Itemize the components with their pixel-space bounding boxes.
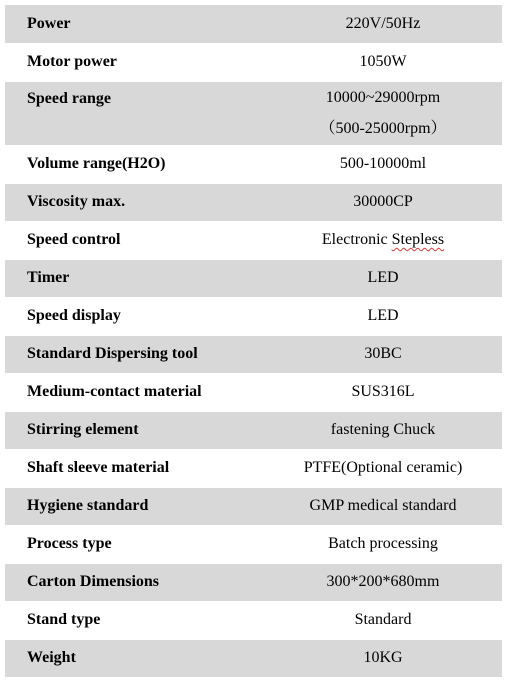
spec-value-line: 10000~29000rpm bbox=[325, 89, 441, 106]
spec-value: 30BC bbox=[270, 335, 502, 373]
spec-label: Timer bbox=[5, 259, 270, 297]
spec-row-weight bbox=[5, 639, 502, 677]
spec-value: 1050W bbox=[270, 43, 502, 81]
spec-value: fastening Chuck bbox=[270, 411, 502, 449]
spec-row-stand-type bbox=[5, 601, 502, 639]
spec-label: Hygiene standard bbox=[5, 487, 270, 525]
spec-row-carton-dimensions bbox=[5, 563, 502, 601]
spellcheck-flagged-word: Stepless bbox=[391, 231, 445, 248]
spec-value: 10KG bbox=[270, 639, 502, 677]
spec-label: Standard Dispersing tool bbox=[5, 335, 270, 373]
spec-value: LED bbox=[270, 297, 502, 335]
spec-label: Speed range bbox=[5, 81, 270, 145]
spec-value bbox=[270, 81, 502, 145]
spec-value: 300*200*680mm bbox=[270, 563, 502, 601]
spec-label: Stirring element bbox=[5, 411, 270, 449]
spec-label: Stand type bbox=[5, 601, 270, 639]
spec-value: 220V/50Hz bbox=[270, 5, 502, 43]
spec-label: Weight bbox=[5, 639, 270, 677]
spec-row-dispersing-tool bbox=[5, 335, 502, 373]
spec-label: Medium-contact material bbox=[5, 373, 270, 411]
spec-row-timer bbox=[5, 259, 502, 297]
spec-value: Standard bbox=[270, 601, 502, 639]
spec-value: Batch processing bbox=[270, 525, 502, 563]
spec-row-speed-range bbox=[5, 81, 502, 145]
spec-label: Speed display bbox=[5, 297, 270, 335]
spec-row-shaft-sleeve bbox=[5, 449, 502, 487]
specification-table bbox=[5, 5, 502, 678]
spec-label: Process type bbox=[5, 525, 270, 563]
spec-row-motor-power bbox=[5, 43, 502, 81]
spec-value: 500-10000ml bbox=[270, 145, 502, 183]
spec-value-part: Electronic bbox=[321, 231, 392, 248]
spec-value: LED bbox=[270, 259, 502, 297]
spec-value-line: （500-25000rpm） bbox=[319, 120, 447, 137]
spec-row-hygiene bbox=[5, 487, 502, 525]
spec-row-process-type bbox=[5, 525, 502, 563]
spec-value: GMP medical standard bbox=[270, 487, 502, 525]
spec-label: Carton Dimensions bbox=[5, 563, 270, 601]
spec-value: 30000CP bbox=[270, 183, 502, 221]
spec-label: Viscosity max. bbox=[5, 183, 270, 221]
spec-row-stirring-element bbox=[5, 411, 502, 449]
spec-row-power bbox=[5, 5, 502, 43]
spec-label: Volume range(H2O) bbox=[5, 145, 270, 183]
spec-value bbox=[270, 221, 502, 259]
spec-label: Shaft sleeve material bbox=[5, 449, 270, 487]
spec-label: Motor power bbox=[5, 43, 270, 81]
spec-value: PTFE(Optional ceramic) bbox=[270, 449, 502, 487]
spec-row-speed-display bbox=[5, 297, 502, 335]
spec-value: SUS316L bbox=[270, 373, 502, 411]
spec-row-contact-material bbox=[5, 373, 502, 411]
spec-label: Speed control bbox=[5, 221, 270, 259]
spec-label: Power bbox=[5, 5, 270, 43]
spec-row-volume-range bbox=[5, 145, 502, 183]
spec-row-viscosity bbox=[5, 183, 502, 221]
spec-row-speed-control bbox=[5, 221, 502, 259]
